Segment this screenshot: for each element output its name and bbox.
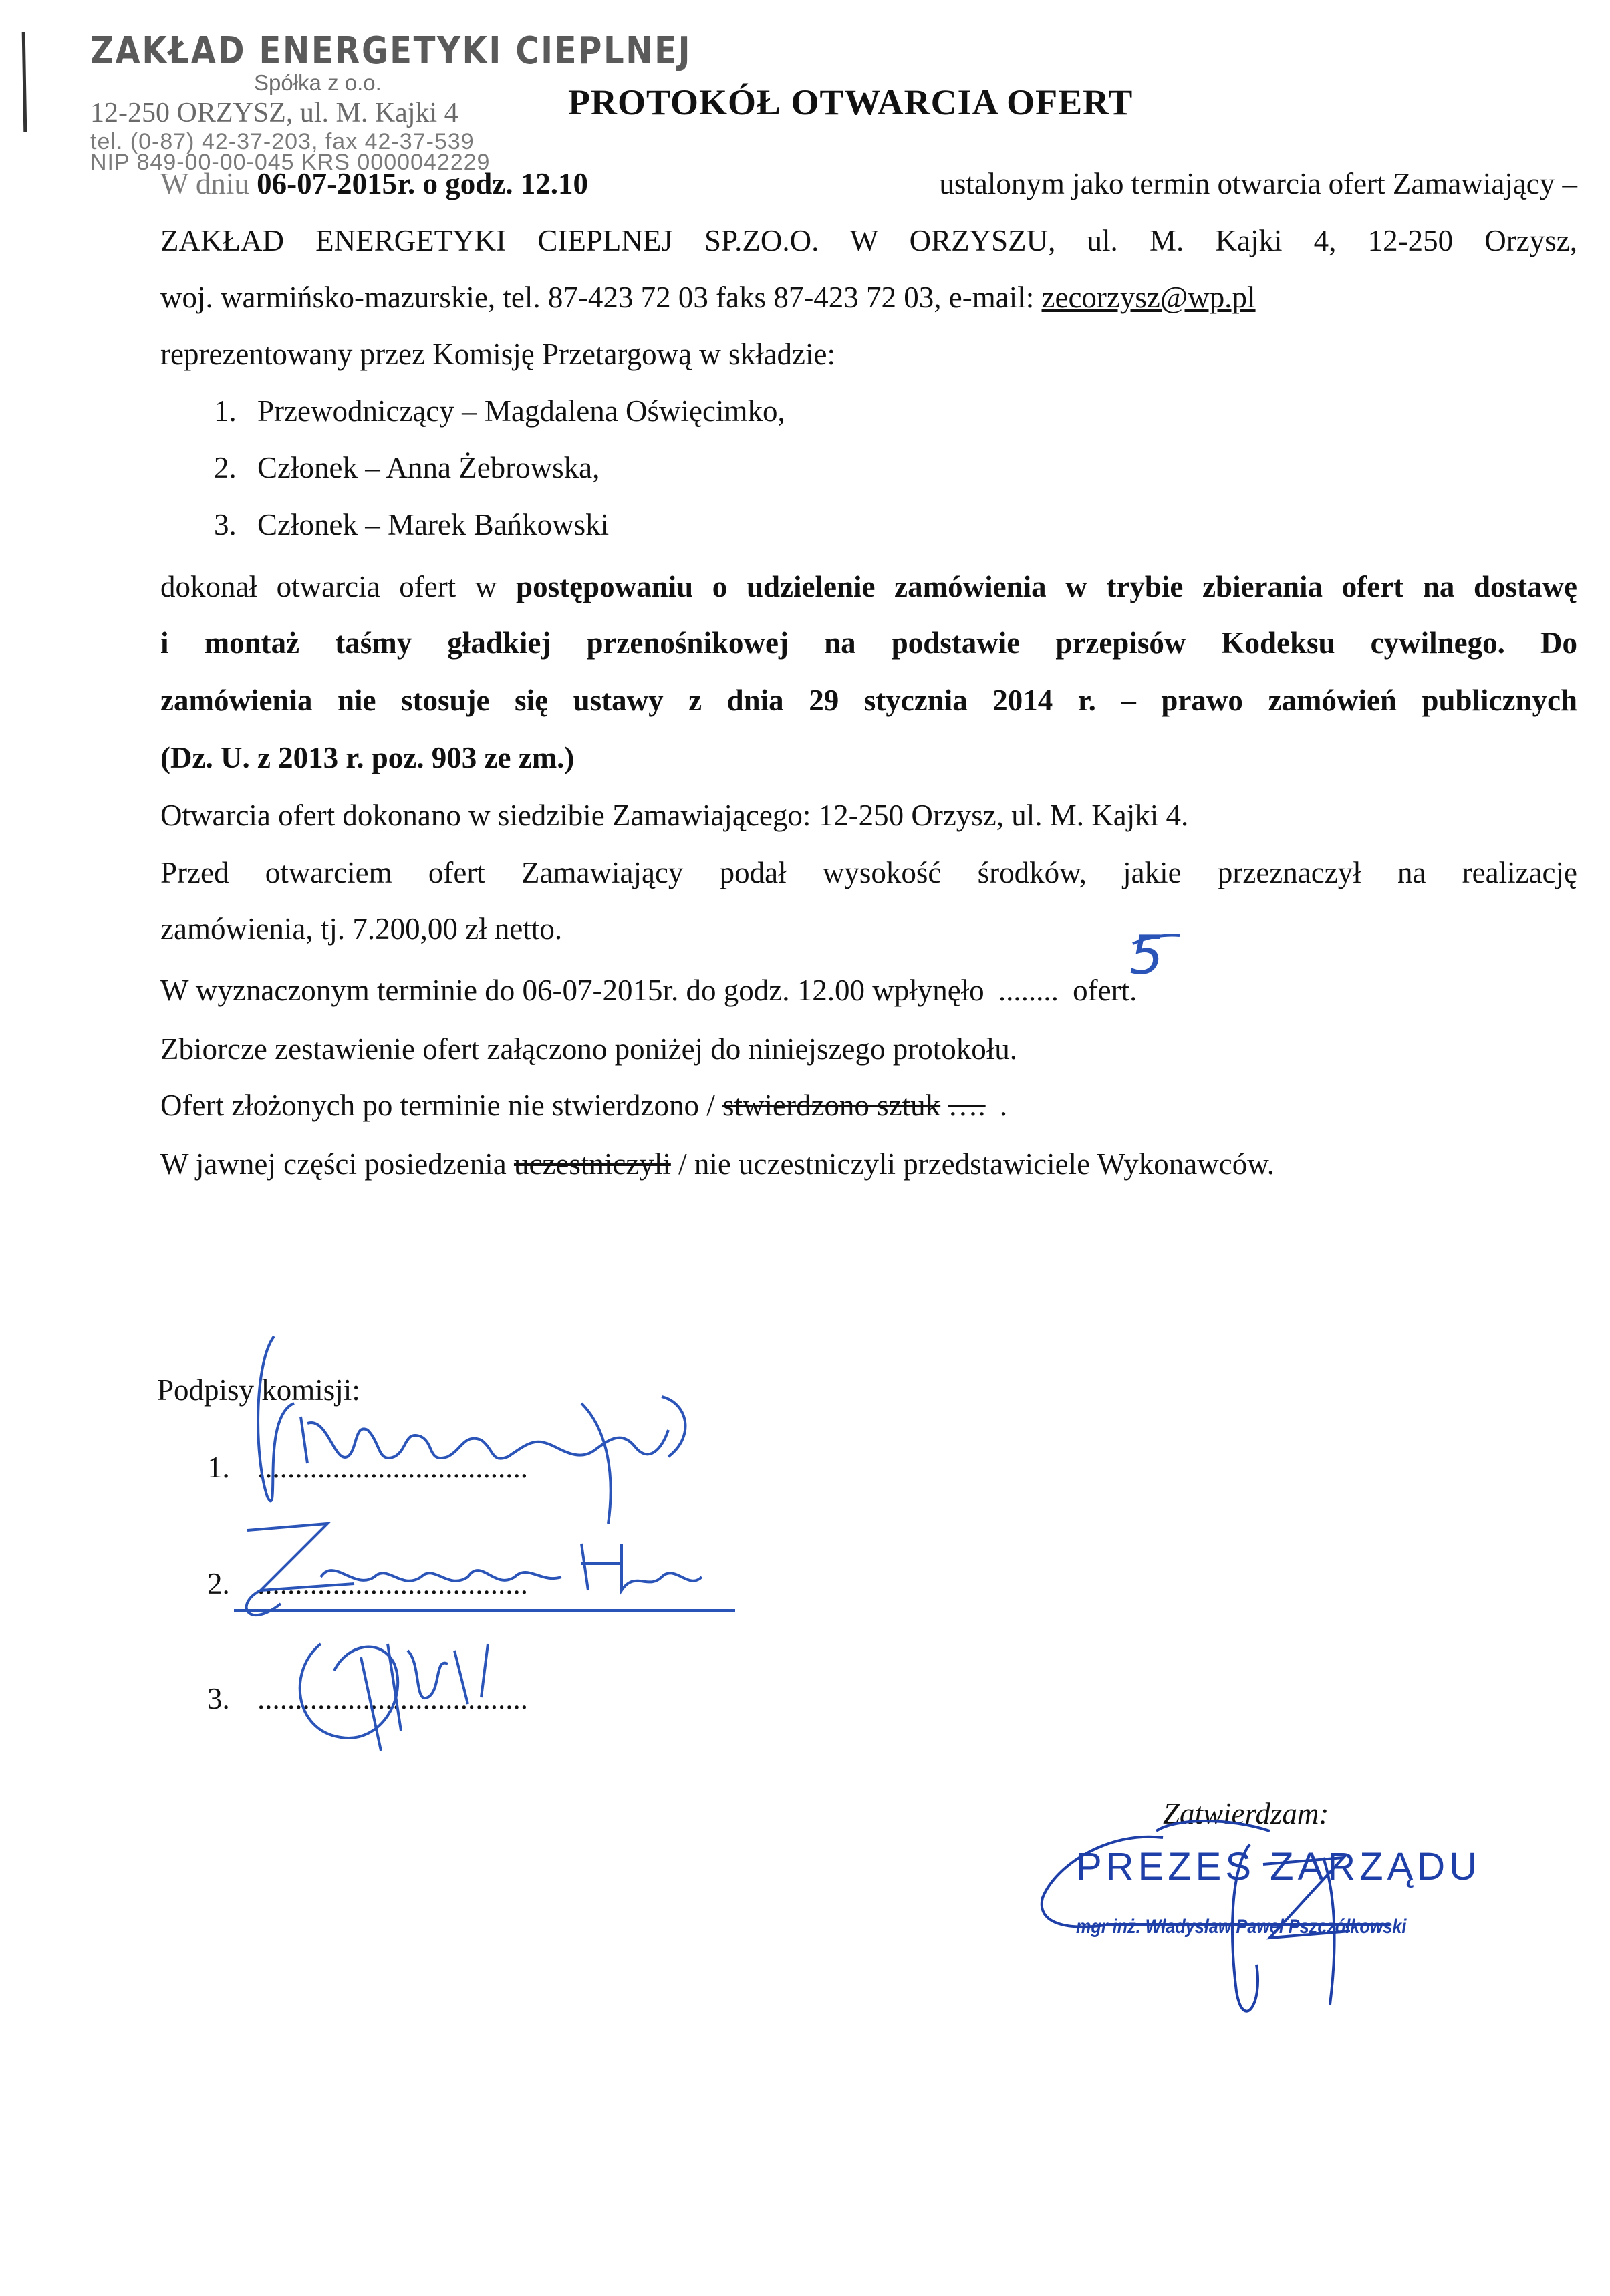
procedure-bold-1: postępowaniu o udzielenie zamówienia w trybie zbierania ofert na dostawę [516,570,1578,603]
committee-num: 1. [214,394,237,428]
signature-num: 3. [207,1682,230,1715]
procedure-line-1 [160,567,1577,607]
prezes-stamp-title: PREZES ZARZĄDU [1076,1845,1482,1888]
intro-line1-rest: ustalonym jako termin otwarcia ofert Zamawiający – [939,167,1577,200]
late-offers-line [160,1085,1007,1125]
procedure-bold-4: (Dz. U. z 2013 r. poz. 903 ze zm.) [160,741,575,774]
funds-line-2: zamówienia, tj. 7.200,00 zł netto. [160,912,563,946]
document-title: PROTOKÓŁ OTWARCIA OFERT [568,82,1133,122]
procedure-line-4 [160,738,574,778]
procedure-lead: dokonał otwarcia ofert w [160,570,497,603]
handwritten-signature-3 [281,1617,561,1764]
late-end: . [999,1089,1008,1122]
procedure-bold-3: zamówienia nie stosuje się ustawy z dnia 29 stycznia 2014 r. – prawo zamówień publicznych [160,684,1577,717]
stamp-company-name: ZAKŁAD ENERGETYKI CIEPLNEJ [90,29,692,73]
committee-item [214,448,599,488]
email-link[interactable]: zecorzysz@wp.pl [1041,281,1256,314]
committee-text: Przewodniczący – Magdalena Oświęcimko, [257,394,785,428]
summary-line: Zbiorcze zestawienie ofert załączono poniżej do niniejszego protokołu. [160,1032,1017,1066]
procedure-line-2 [160,623,1577,663]
intro-line-2: ZAKŁAD ENERGETYKI CIEPLNEJ SP.ZO.O. W ORZYSZU, ul. M. Kajki 4, 12-250 Orzysz, [160,224,1577,257]
place-line: Otwarcia ofert dokonano w siedzibie Zamawiającego: 12-250 Orzysz, ul. M. Kajki 4. [160,799,1189,832]
committee-item [214,505,609,545]
public-struck-text: uczestniczyli [513,1147,671,1181]
committee-text: Członek – Anna Żebrowska, [257,451,600,484]
margin-mark [22,32,27,132]
stamp-nip-krs: NIP 849-00-00-045 KRS 0000042229 [90,150,491,175]
intro-line-1 [160,164,1577,204]
handwritten-stroke-icon [1129,930,1183,950]
stamp-address: 12-250 ORZYSZ, ul. M. Kajki 4 [90,98,458,128]
late-dots: …. [948,1089,986,1122]
stamp-phone: tel. (0-87) 42-37-203, fax 42-37-539 [90,129,475,154]
public-rest: / nie uczestniczyli przedstawiciele Wykonawców. [678,1147,1275,1181]
committee-item [214,391,785,431]
intro-date: 06-07-2015r. o godz. 12.10 [257,167,588,200]
procedure-line-3 [160,680,1577,720]
stamp-company-form: Spółka z o.o. [254,70,382,95]
public-prefix: W jawnej części posiedzenia [160,1147,507,1181]
received-suffix: ofert. [1073,974,1137,1007]
received-prefix: W wyznaczonym terminie do 06-07-2015r. do godz. 12.00 wpłynęło [160,974,984,1007]
committee-num: 2. [214,451,237,484]
signature-num: 2. [207,1567,230,1600]
approval-label: Zatwierdzam: [1163,1797,1329,1830]
committee-num: 3. [214,508,237,541]
late-prefix: Ofert złożonych po terminie nie stwierdzono / [160,1089,715,1122]
public-session-line [160,1144,1274,1184]
signature-dots: .................................... [257,1567,528,1600]
received-count-handwritten: 5 [1129,924,1164,986]
intro-line3-prefix: woj. warmińsko-mazurskie, tel. 87-423 72 03 faks 87-423 72 03, e-mail: [160,281,1035,314]
late-struck-text: stwierdzono sztuk [722,1089,941,1122]
approval-signature [1029,1791,1497,2045]
intro-line-3 [160,277,1256,317]
received-dots: ........ [998,974,1059,1007]
signature-dots: .................................... [257,1682,528,1715]
procedure-bold-2: i montaż taśmy gładkiej przenośnikowej na podstawie przepisów Kodeksu cywilnego. Do [160,626,1577,660]
company-stamp [90,29,692,176]
intro-prefix: W dniu [160,167,249,200]
handwritten-signature-1 [234,1323,782,1524]
signature-dots: .................................... [257,1451,528,1484]
received-line [160,970,1137,1010]
prezes-stamp-name: mgr inż. Władysław Paweł Pszczółkowski [1076,1916,1407,1938]
committee-text: Członek – Marek Bańkowski [257,508,610,541]
signature-num: 1. [207,1451,230,1484]
intro-line-4: reprezentowany przez Komisję Przetargową w składzie: [160,337,835,371]
signatures-label: Podpisy komisji: [157,1373,360,1407]
funds-line-1: Przed otwarciem ofert Zamawiający podał wysokość środków, jakie przeznaczył na realizację [160,856,1577,889]
